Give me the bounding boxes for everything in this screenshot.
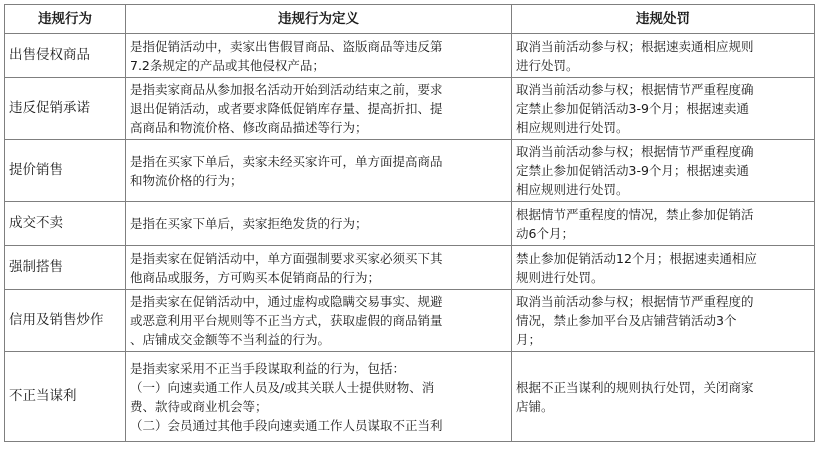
- violations-table: [4, 4, 815, 442]
- violation-name-cell: 不正当谋利: [5, 352, 126, 442]
- table-row: [5, 34, 815, 78]
- penalty-text-line: 根据不正当谋利的规则执行处罚，关闭商家: [516, 379, 754, 395]
- table-row: [5, 78, 815, 140]
- definition-text-line: 高商品和物流价格、修改商品描述等行为；: [130, 120, 368, 135]
- definition-text-line: 费、款待或商业机会等；: [130, 398, 268, 414]
- header-definition: 违规行为定义: [126, 5, 512, 34]
- penalty-text-line: 取消当前活动参与权；根据情节严重程度的: [516, 294, 754, 309]
- violation-name-cell: 强制搭售: [5, 246, 126, 290]
- definition-text-line: 退出促销活动，或者要求降低促销库存量、提高折扣、提: [130, 101, 443, 116]
- penalty-text-line: 相应规则进行处罚。: [516, 182, 629, 197]
- violation-name-cell: 信用及销售炒作: [5, 290, 126, 352]
- definition-text-line: 是指在买家下单后，卖家拒绝发货的行为；: [130, 216, 368, 231]
- penalty-cell: [512, 202, 815, 246]
- penalty-text-line: 定禁止参加促销活动3-9个月；根据速卖通: [516, 101, 749, 116]
- definition-text-line: （一）向速卖通工作人员及/或其关联人士提供财物、消: [130, 379, 435, 395]
- penalty-cell: [512, 34, 815, 78]
- definition-text-line: 、店铺成交金额等不当利益的行为。: [130, 332, 331, 347]
- penalty-cell: [512, 352, 815, 442]
- definition-text-line: 他商品或服务，方可购买本促销商品的行为；: [130, 269, 381, 285]
- penalty-text-line: 月；: [516, 332, 542, 347]
- violation-name-cell: 提价销售: [5, 140, 126, 202]
- penalty-text-line: 根据情节严重程度的情况，禁止参加促销活: [516, 206, 754, 222]
- table-row: [5, 140, 815, 202]
- table-row: [5, 202, 815, 246]
- penalty-text-line: 取消当前活动参与权；根据速卖通相应规则: [516, 38, 754, 54]
- definition-text-line: 和物流价格的行为；: [130, 172, 243, 188]
- definition-cell: [126, 78, 512, 140]
- definition-text-line: 或恶意利用平台规则等不正当方式，获取虚假的商品销量: [130, 313, 443, 328]
- definition-cell: [126, 140, 512, 202]
- penalty-text-line: 取消当前活动参与权；根据情节严重程度确: [516, 82, 754, 97]
- violation-name-cell: 出售侵权商品: [5, 34, 126, 78]
- table-row: [5, 290, 815, 352]
- definition-cell: [126, 34, 512, 78]
- definition-cell: [126, 246, 512, 290]
- definition-text-line: 7.2条规定的产品或其他侵权产品；: [130, 57, 325, 73]
- definition-cell: [126, 202, 512, 246]
- definition-text-line: 是指在买家下单后，卖家未经买家许可，单方面提高商品: [130, 153, 443, 169]
- penalty-text-line: 定禁止参加促销活动3-9个月；根据速卖通: [516, 163, 749, 178]
- penalty-cell: [512, 78, 815, 140]
- penalty-text-line: 取消当前活动参与权；根据情节严重程度确: [516, 144, 754, 159]
- header-row: [5, 5, 815, 34]
- penalty-cell: [512, 140, 815, 202]
- definition-text-line: 是指卖家采用不正当手段谋取利益的行为，包括：: [130, 360, 406, 376]
- penalty-text-line: 情况，禁止参加平台及店铺营销活动3个: [516, 313, 737, 328]
- penalty-text-line: 进行处罚。: [516, 57, 579, 73]
- header-violation: 违规行为: [5, 5, 126, 34]
- penalty-text-line: 规则进行处罚。: [516, 269, 604, 285]
- violation-name-cell: 违反促销承诺: [5, 78, 126, 140]
- definition-text-line: 是指卖家商品从参加报名活动开始到活动结束之前，要求: [130, 82, 443, 97]
- definition-text-line: 是指促销活动中，卖家出售假冒商品、盗版商品等违反第: [130, 38, 443, 54]
- table-row: [5, 246, 815, 290]
- table-row: [5, 352, 815, 442]
- penalty-text-line: 相应规则进行处罚。: [516, 120, 629, 135]
- definition-text-line: 是指卖家在促销活动中，单方面强制要求买家必须买下其: [130, 250, 443, 266]
- penalty-cell: [512, 246, 815, 290]
- definition-cell: [126, 290, 512, 352]
- penalty-text-line: 店铺。: [516, 398, 554, 414]
- definition-text-line: 是指卖家在促销活动中，通过虚构或隐瞒交易事实、规避: [130, 294, 443, 309]
- definition-cell: [126, 352, 512, 442]
- definition-text-line: （二）会员通过其他手段向速卖通工作人员谋取不正当利: [130, 417, 443, 433]
- penalty-cell: [512, 290, 815, 352]
- penalty-text-line: 禁止参加促销活动12个月；根据速卖通相应: [516, 250, 757, 266]
- penalty-text-line: 动6个月；: [516, 225, 574, 241]
- violation-name-cell: 成交不卖: [5, 202, 126, 246]
- header-penalty: 违规处罚: [512, 5, 815, 34]
